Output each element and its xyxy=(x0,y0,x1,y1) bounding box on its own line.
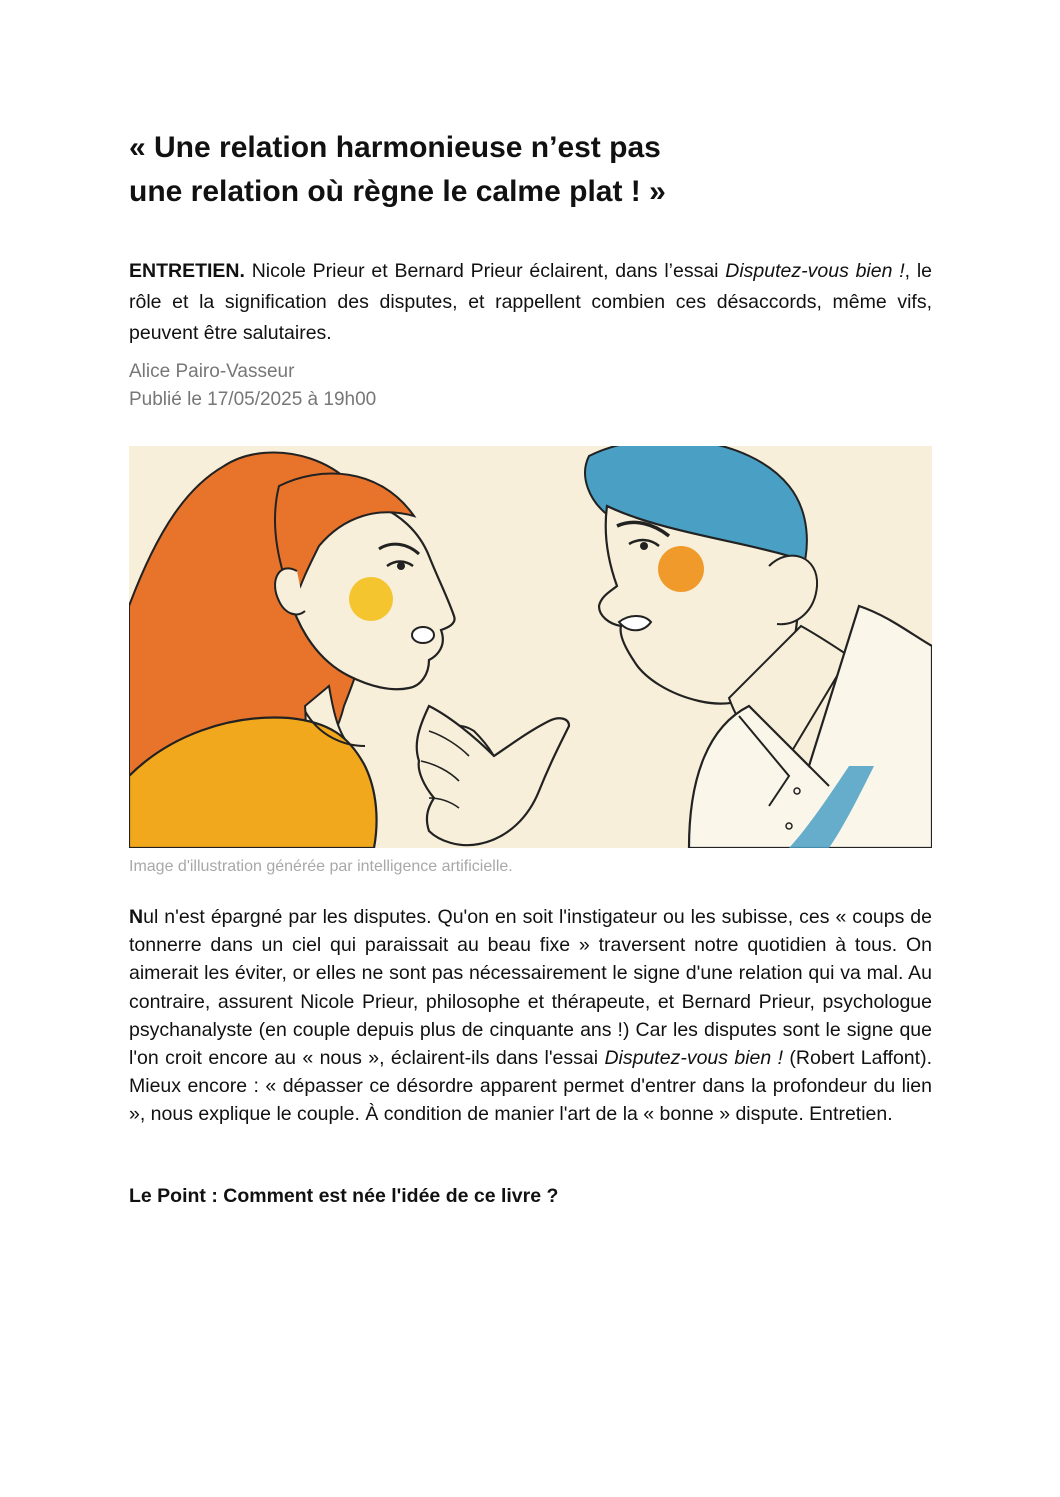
dropcap: N xyxy=(129,906,144,928)
article-meta xyxy=(129,358,376,414)
lead-book-title: Disputez-vous bien ! xyxy=(725,260,905,282)
illustration-image xyxy=(129,446,932,848)
image-caption: Image d'illustration générée par intelligence artificielle. xyxy=(129,858,513,875)
headline-line-2: une relation où règne le calme plat ! » xyxy=(129,175,666,208)
publish-date: Publié le 17/05/2025 à 19h00 xyxy=(129,389,377,410)
illustration-argument-couple xyxy=(129,446,932,848)
body-text-2: (Robert Laffont). Mieux encore : « dépasser ce désordre apparent permet d'entrer dans la profondeur du lien », nous explique le couple. À condition de manier l'art de la « bonne » dispute. Entretien. xyxy=(129,1047,932,1126)
lead-text-1: Nicole Prieur et Bernard Prieur éclairent, dans l’essai xyxy=(244,260,726,282)
interview-question: Le Point : Comment est née l'idée de ce livre ? xyxy=(129,1185,559,1207)
headline-line-1: « Une relation harmonieuse n’est pas xyxy=(129,131,661,164)
lead-text-2: , le rôle et la signification des disputes, et rappellent combien ces désaccords, même vifs, peuvent être salutaires. xyxy=(129,260,932,344)
body-book-title: Disputez-vous bien ! xyxy=(604,1047,784,1070)
article-lead xyxy=(129,256,932,349)
author-name[interactable]: Alice Pairo-Vasseur xyxy=(129,361,295,382)
article-body xyxy=(129,903,932,1129)
lead-label: ENTRETIEN. xyxy=(129,260,245,282)
body-text-1: ul n'est épargné par les disputes. Qu'on en soit l'instigateur ou les subisse, ces « coups de tonnerre dans un ciel qui paraissait au beau fixe » traversent notre quotidien à tous. On aimerait les éviter, or elles ne sont pas nécessairement le signe d'une relation qui va mal. Au contraire, assurent Nicole Prieur, philosophe et thérapeute, et Bernard Prieur, psychologue psychanalyste (en couple depuis plus de cinquante ans !) Car les disputes sont le signe que l'on croit encore au « nous », éclairent-ils dans l'essai xyxy=(129,906,932,1070)
article-headline xyxy=(129,126,932,214)
